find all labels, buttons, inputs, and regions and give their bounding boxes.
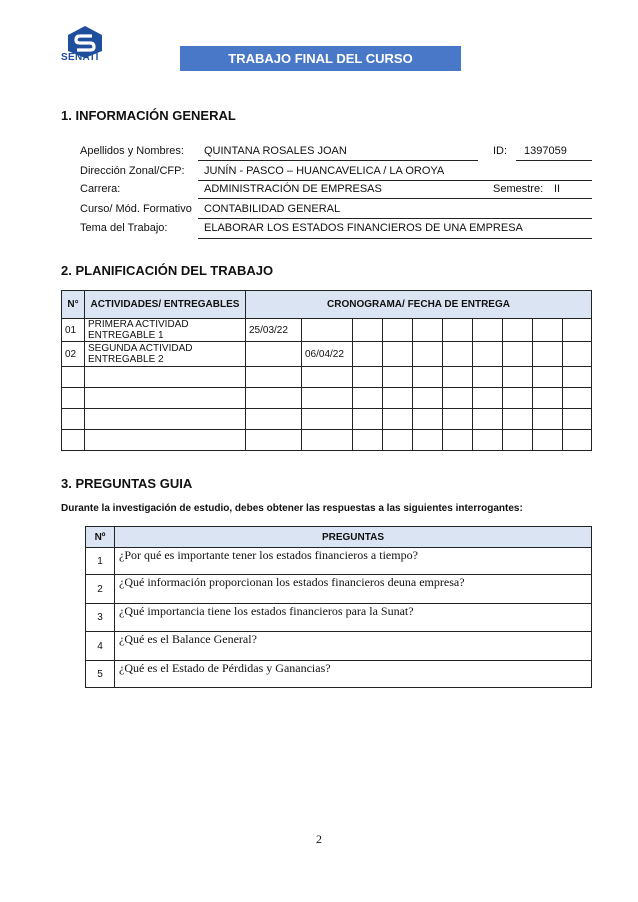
header-schedule: CRONOGRAMA/ FECHA DE ENTREGA (246, 291, 592, 319)
curso-label: Curso/ Mód. Formativo (80, 203, 192, 215)
row-date: 06/04/22 (302, 342, 353, 367)
row-num: 01 (62, 319, 85, 342)
planning-row-empty (62, 430, 592, 451)
apellidos-underline (198, 160, 478, 161)
section-3-title: 3. PREGUNTAS GUIA (61, 476, 193, 491)
row-date (246, 342, 302, 367)
row-activity: PRIMERA ACTIVIDAD ENTREGABLE 1 (85, 319, 246, 342)
carrera-value: ADMINISTRACIÓN DE EMPRESAS (204, 183, 382, 195)
question-row (86, 575, 592, 604)
tema-value: ELABORAR LOS ESTADOS FINANCIEROS DE UNA EMPRESA (204, 222, 523, 234)
question-text: ¿Qué es el Balance General? (115, 632, 592, 661)
header-question-num: Nº (86, 527, 115, 548)
planning-row-empty (62, 367, 592, 388)
header-questions: PREGUNTAS (115, 527, 592, 548)
question-row (86, 604, 592, 632)
question-row (86, 632, 592, 661)
planning-row-empty (62, 388, 592, 409)
section-3-intro: Durante la investigación de estudio, debes obtener las respuestas a las siguientes interrogantes: (61, 503, 523, 514)
direccion-value: JUNÍN - PASCO – HUANCAVELICA / LA OROYA (204, 165, 445, 177)
carrera-underline (198, 198, 592, 199)
question-row (86, 548, 592, 575)
planning-row-empty (62, 409, 592, 430)
questions-table (85, 526, 592, 688)
carrera-label: Carrera: (80, 183, 121, 195)
row-num: 02 (62, 342, 85, 367)
question-text: ¿Qué información proporcionan los estados financieros deuna empresa? (115, 575, 592, 604)
question-text: ¿Qué importancia tiene los estados financieros para la Sunat? (115, 604, 592, 632)
section-2-title: 2. PLANIFICACIÓN DEL TRABAJO (61, 263, 274, 278)
question-num: 1 (86, 548, 115, 575)
question-num: 2 (86, 575, 115, 604)
question-row (86, 661, 592, 688)
id-value: 1397059 (524, 145, 567, 157)
tema-label: Tema del Trabajo: (80, 222, 168, 234)
row-date (302, 319, 353, 342)
planning-row (62, 342, 592, 367)
curso-value: CONTABILIDAD GENERAL (204, 203, 341, 215)
question-num: 5 (86, 661, 115, 688)
tema-underline (198, 238, 592, 239)
question-num: 3 (86, 604, 115, 632)
id-label: ID: (493, 145, 508, 157)
question-text: ¿Qué es el Estado de Pérdidas y Ganancias? (115, 661, 592, 688)
document-title: TRABAJO FINAL DEL CURSO (180, 46, 461, 71)
curso-underline (198, 218, 592, 219)
planning-row (62, 319, 592, 342)
semestre-label: Semestre: (493, 183, 544, 195)
page-number: 2 (316, 832, 322, 846)
direccion-label: Dirección Zonal/CFP: (80, 165, 185, 177)
apellidos-value: QUINTANA ROSALES JOAN (204, 145, 347, 157)
question-num: 4 (86, 632, 115, 661)
direccion-underline (198, 180, 592, 181)
apellidos-label: Apellidos y Nombres: (80, 145, 184, 157)
logo-text: SENATI (61, 52, 99, 63)
question-text: ¿Por qué es importante tener los estados financieros a tiempo? (115, 548, 592, 575)
row-activity: SEGUNDA ACTIVIDAD ENTREGABLE 2 (85, 342, 246, 367)
id-underline (516, 160, 592, 161)
row-date: 25/03/22 (246, 319, 302, 342)
header-activities: ACTIVIDADES/ ENTREGABLES (85, 291, 246, 319)
planning-table (61, 290, 592, 451)
section-1-title: 1. INFORMACIÓN GENERAL (61, 108, 236, 123)
header-num: N° (62, 291, 85, 319)
semestre-value: II (554, 183, 561, 195)
